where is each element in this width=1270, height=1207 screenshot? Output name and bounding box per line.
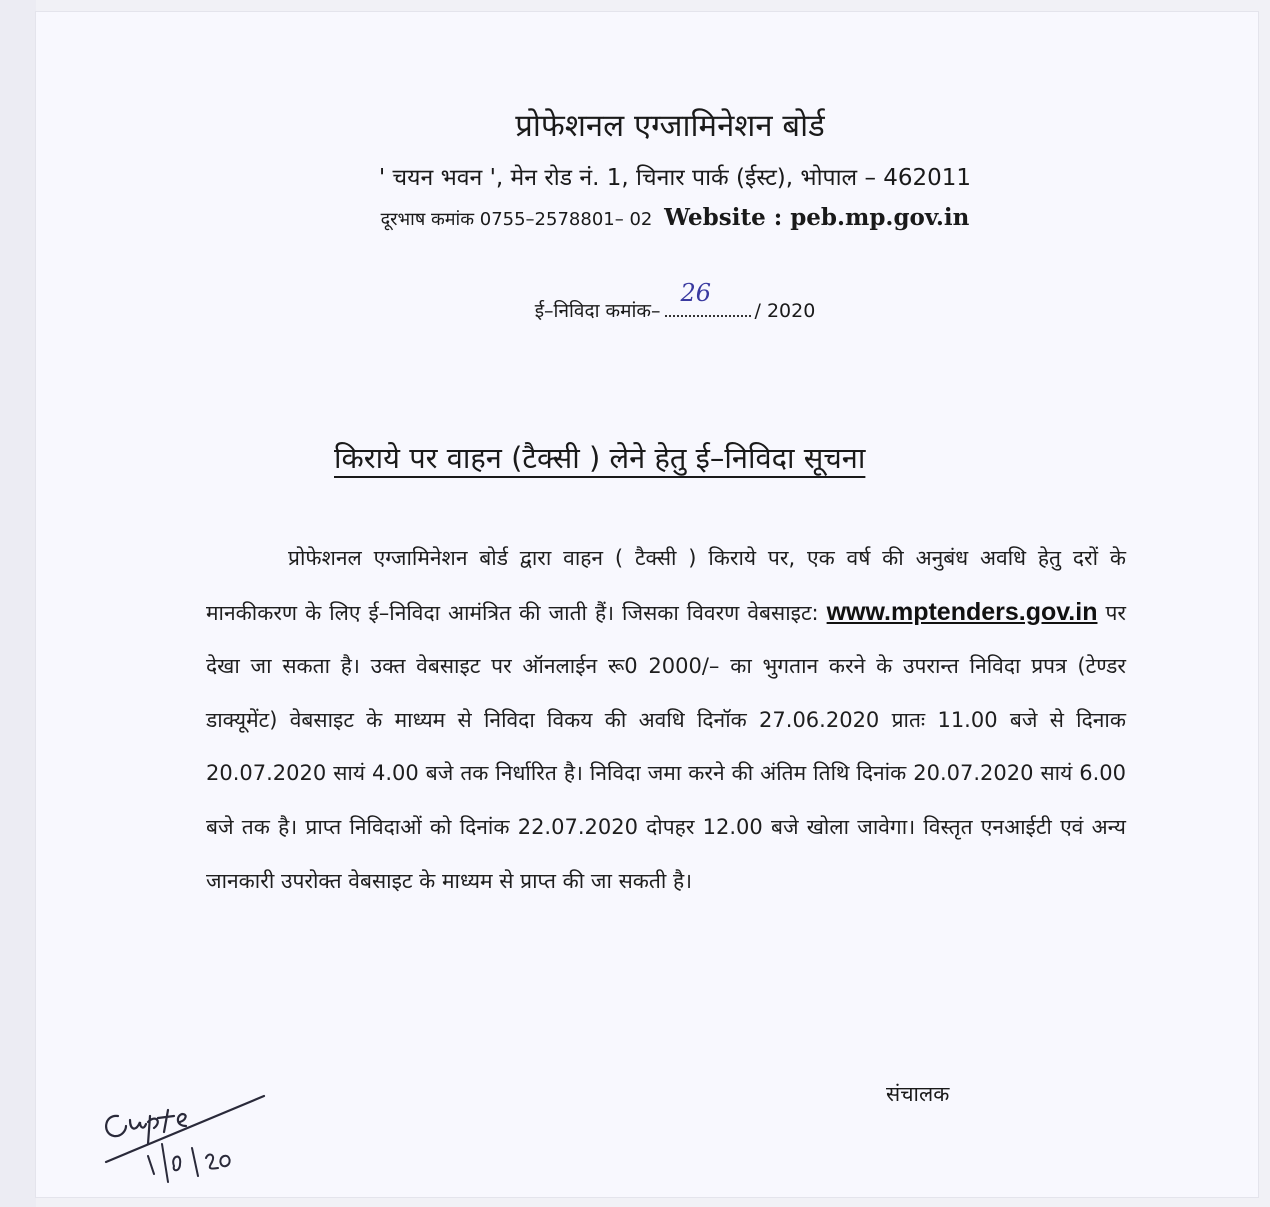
tender-number-blank <box>665 279 751 317</box>
organization-contact <box>40 204 1270 231</box>
tender-year: / 2020 <box>754 300 816 322</box>
phone-number: दूरभाष कमांक 0755–2578801– 02 <box>380 209 653 230</box>
handwritten-signature <box>96 1086 276 1186</box>
notice-body-part1: प्रोफेशनल एग्जामिनेशन बोर्ड द्वारा वाहन ( टैक्सी ) किराये पर, एक वर्ष की अनुबंध अवधि हेतु दरों के मानकीकरण के लिए ई–निविदा आमंत्रित की जाती हैं। जिसका विवरण वेबसाइट: <box>206 546 1126 625</box>
tender-reference <box>40 279 1270 323</box>
organization-name: प्रोफेशनल एग्जामिनेशन बोर्ड <box>515 108 825 144</box>
organization-address: ' चयन भवन ', मेन रोड नं. 1, चिनार पार्क (ईस्ट), भोपाल – 462011 <box>378 165 972 191</box>
notice-body-part2: पर देखा जा सकता है। उक्त वेबसाइट पर ऑनलाईन रू0 2000/– का भुगतान करने के उपरान्त निविदा प्रपत्र (टेण्डर डाक्यूमेंट) वेबसाइट के माध्यम से निविदा विकय की अवधि दिनॉक 27.06.2020 प्रातः 11.00 बजे से दिनाक 20.07.2020 सायं 4.00 बजे तक निर्धारित है। निविदा जमा करने की अंतिम तिथि दिनांक 20.07.2020 सायं 6.00 बजे तक है। प्राप्त निविदाओं को दिनांक 22.07.2020 दोपहर 12.00 बजे खोला जावेगा। विस्तृत एनआईटी एवं अन्य जानकारी उपरोक्त वेबसाइट के माध्यम से प्राप्त की जा सकती है। <box>206 600 1126 893</box>
tender-number-handwritten: 26 <box>680 279 712 307</box>
scan-margin <box>0 0 36 1207</box>
tender-ref-label: ई–निविदा कमांक– <box>534 300 661 322</box>
tenders-website-link[interactable]: www.mptenders.gov.in <box>826 597 1098 626</box>
designation: संचालक <box>886 1082 950 1106</box>
notice-body <box>206 532 1126 908</box>
notice-heading: किराये पर वाहन (टैक्सी ) लेने हेतु ई–निविदा सूचना <box>334 441 866 475</box>
website-label: Website : peb.mp.gov.in <box>664 204 970 231</box>
